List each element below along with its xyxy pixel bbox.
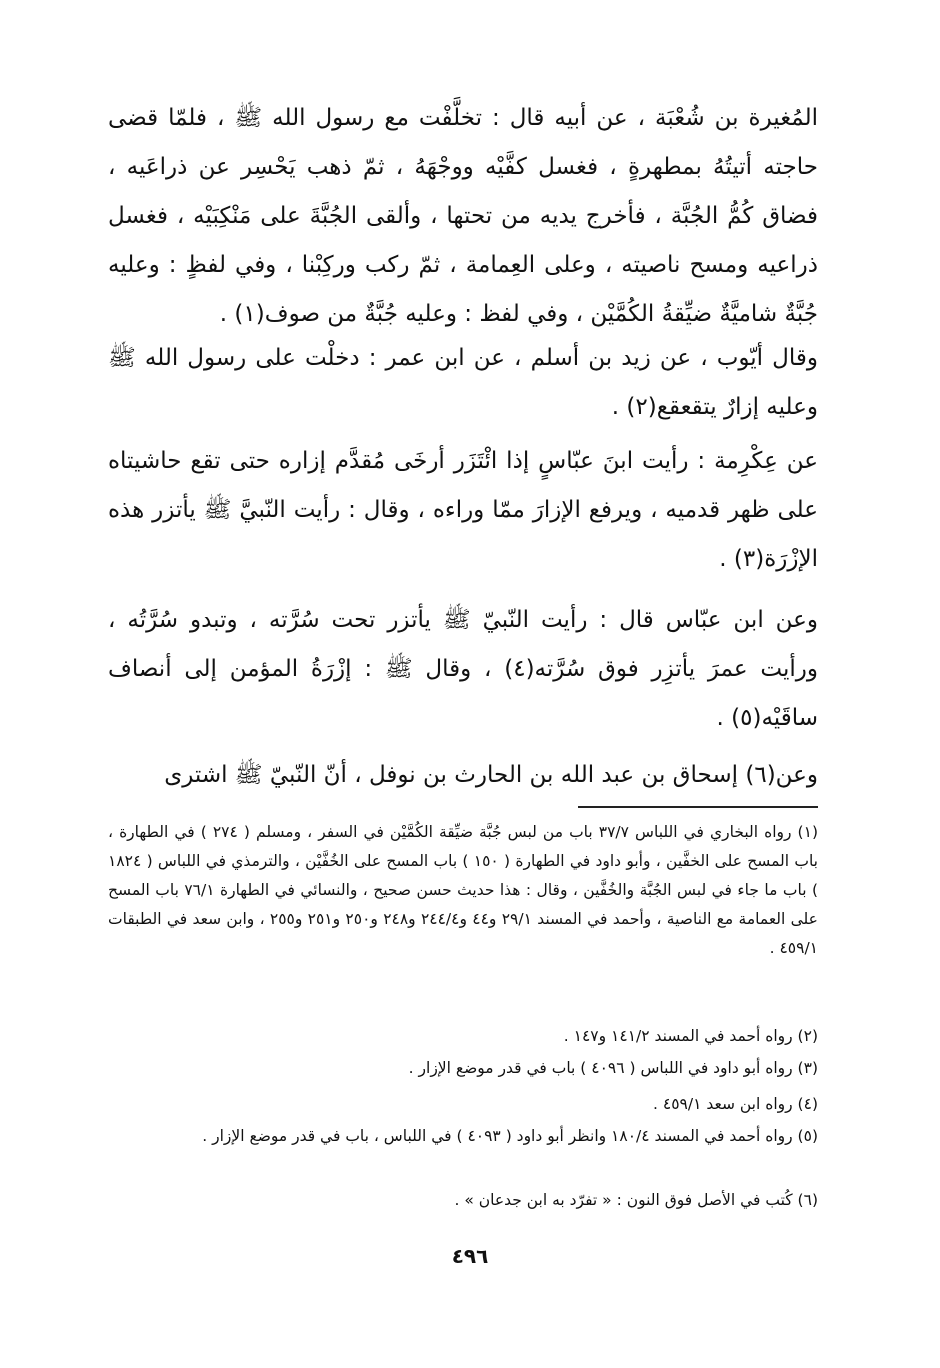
footnote-2: (٢) رواه أحمد في المسند ١٤١/٢ و١٤٧ . <box>563 1027 818 1045</box>
footnote-3: (٣) رواه أبو داود في اللباس ( ٤٠٩٦ ) باب في قدر موضع الإزار . <box>408 1059 818 1077</box>
page-number: ٤٩٦ <box>451 1244 489 1268</box>
paragraph-1: المُغيرة بن شُعْبَة ، عن أبيه قال : تخلَّفْت مع رسول الله ﷺ ، فلمّا قضى حاجته أتيتُهُ بمطهرةٍ ، فغسل كفَّيْه ووجْهَهُ ، ثمّ ذهب يَحْسِر عن ذراعَيه ، فضاق كُمُّ الجُبَّة ، فأخرج يديه من تحتها ، وألقى الجُبَّةَ على مَنْكِبَيْه ، فغسل ذراعيه ومسح ناصيته ، وعلى العِمامة ، ثمّ ركب وركِبْنا ، وفي لفظٍ : وعليه جُبَّةٌ شاميَّةٌ ضيِّقةُ الكُمَّيْن ، وفي لفظ : وعليه جُبَّةٌ من صوف(١) . <box>108 105 818 327</box>
footnote-divider <box>578 806 818 808</box>
paragraph-5: وعن(٦) إسحاق بن عبد الله بن الحارث بن نوفل ، أنّ النّبيّ ﷺ اشترى <box>164 762 818 788</box>
paragraph-2: وقال أيّوب ، عن زيد بن أسلم ، عن ابن عمر : دخلْت على رسول الله ﷺ وعليه إزارٌ يتقعقع(٢) . <box>108 345 818 420</box>
footnote-5: (٥) رواه أحمد في المسند ١٨٠/٤ وانظر أبو داود ( ٤٠٩٣ ) في اللباس ، باب في قدر موضع الإزار . <box>202 1127 818 1145</box>
footnote-1: (١) رواه البخاري في اللباس ٣٧/٧ باب من لبس جُبَّة ضيِّقة الكُمَّيْن في السفر ، ومسلم ( ٢٧٤ ) في الطهارة ، باب المسح على الخفَّين ، وأبو داود في الطهارة ( ١٥٠ ) باب المسح على الخُفَّيْن ، والترمذي في اللباس ( ١٨٢٤ ) باب ما جاء في لبس الجُبَّة والخُفَّين ، وقال : هذا حديث حسن صحيح ، والنسائي في الطهارة ٧٦/١ باب المسح على العمامة مع الناصية ، وأحمد في المسند ٢٩/١ و٤٤ و٢٤٤/٤ و٢٤٨ و٢٥٠ و٢٥١ و٢٥٥ ، وابن سعد في الطبقات ٤٥٩/١ . <box>108 823 818 957</box>
paragraph-3: عن عِكْرِمة : رأيت ابنَ عبّاسٍ إذا ائْتَزَر أرخَى مُقدَّم إزاره حتى تقع حاشيتاه على ظهر قدميه ، ويرفع الإزارَ ممّا وراءه ، وقال : رأيت النّبيَّ ﷺ يأتزر هذه الإزْرَة(٣) . <box>108 448 818 572</box>
footnote-4: (٤) رواه ابن سعد ٤٥٩/١ . <box>653 1095 818 1113</box>
paragraph-4: وعن ابن عبّاس قال : رأيت النّبيّ ﷺ يأتزر تحت سُرَّته ، وتبدو سُرَّتُه ، ورأيت عمرَ يأتزِر فوق سُرَّته(٤) ، وقال ﷺ : إزْرَةُ المؤمن إلى أنصاف ساقَيْه(٥) . <box>108 607 819 731</box>
footnote-6: (٦) كُتب في الأصل فوق النون : « تفرّد به ابن جدعان » . <box>454 1191 818 1209</box>
